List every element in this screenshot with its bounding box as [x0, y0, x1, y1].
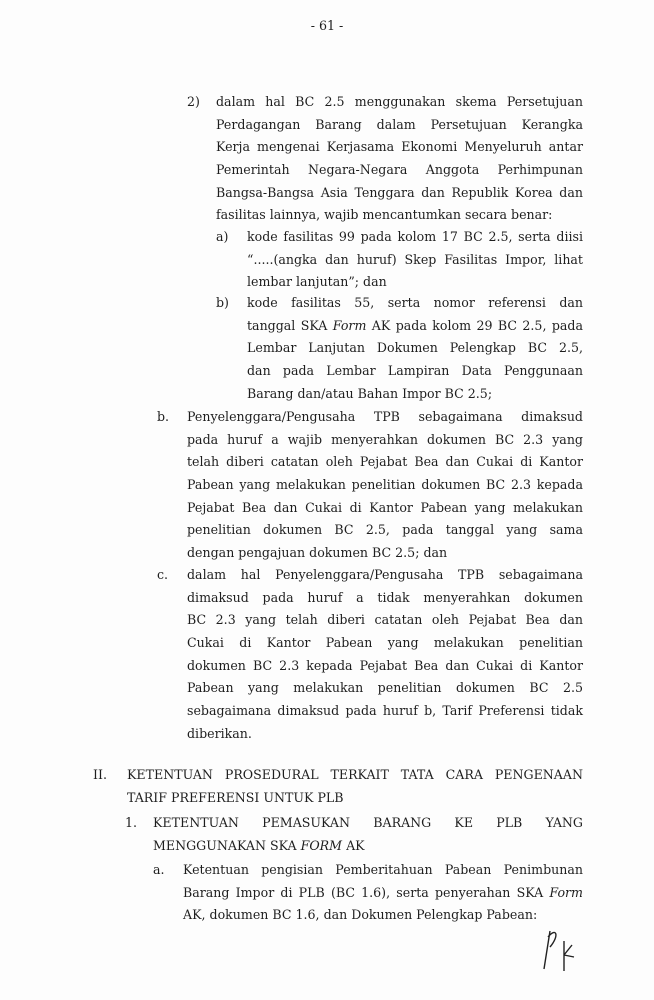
text-line: Barang Impor di PLB (BC 1.6), serta penyerahan SKA Form — [183, 884, 583, 900]
text-line: kode fasilitas 99 pada kolom 17 BC 2.5, serta diisi — [247, 229, 583, 244]
text-line: sebagaimana dimaksud pada huruf b, Tarif Preferensi tidak — [187, 703, 583, 719]
text-line: AK, dokumen BC 1.6, dan Dokumen Pelengkap Pabean: — [183, 907, 538, 923]
text-line: TARIF PREFERENSI UNTUK PLB — [127, 789, 344, 805]
text-line: Barang dan/atau Bahan Impor BC 2.5; — [247, 385, 493, 401]
text-line: Lembar Lanjutan Dokumen Pelengkap BC 2.5, — [247, 340, 583, 356]
text-line: KETENTUAN PEMASUKAN BARANG KE PLB YANG — [153, 815, 583, 830]
text-line: Pejabat Bea dan Cukai di Kantor Pabean yang melakukan — [187, 499, 583, 515]
list-label: 1. — [125, 815, 138, 830]
text-line: fasilitas lainnya, wajib mencantumkan secara benar: — [216, 207, 553, 223]
text-line: Pabean yang melakukan penelitian dokumen BC 2.5 — [187, 680, 583, 696]
text-line: dalam hal Penyelenggara/Pengusaha TPB sebagaimana — [187, 567, 583, 582]
text-line: penelitian dokumen BC 2.5, pada tanggal yang sama — [187, 522, 583, 538]
text-line: “.....(angka dan huruf) Skep Fasilitas Impor, lihat — [247, 251, 583, 267]
text-line: dokumen BC 2.3 kepada Pejabat Bea dan Cukai di Kantor — [187, 657, 583, 673]
page-number: - 61 - — [310, 18, 344, 33]
text-line: Perdagangan Barang dalam Persetujuan Kerangka — [216, 116, 583, 132]
text-line: dan pada Lembar Lampiran Data Penggunaan — [247, 363, 583, 379]
text-line: BC 2.3 yang telah diberi catatan oleh Pejabat Bea dan — [187, 612, 583, 628]
text-line: MENGGUNAKAN SKA FORM AK — [153, 837, 365, 853]
text-line: Pemerintah Negara-Negara Anggota Perhimpunan — [216, 162, 583, 178]
list-label: II. — [93, 767, 107, 782]
list-label: b) — [216, 295, 229, 310]
text-line: Cukai di Kantor Pabean yang melakukan penelitian — [187, 635, 583, 651]
list-label: a) — [216, 229, 229, 244]
text-line: Penyelenggara/Pengusaha TPB sebagaimana dimaksud — [187, 409, 583, 424]
list-label: a. — [153, 862, 165, 877]
text-line: Ketentuan pengisian Pemberitahuan Pabean Penimbunan — [183, 862, 583, 877]
text-line: pada huruf a wajib menyerahkan dokumen BC 2.3 yang — [187, 431, 583, 447]
text-line: tanggal SKA Form AK pada kolom 29 BC 2.5, pada — [247, 317, 583, 333]
text-line: kode fasilitas 55, serta nomor referensi dan — [247, 295, 583, 310]
text-line: Bangsa-Bangsa Asia Tenggara dan Republik Korea dan — [216, 184, 583, 200]
list-label: 2) — [187, 94, 200, 109]
text-line: Pabean yang melakukan penelitian dokumen BC 2.3 kepada — [187, 477, 583, 493]
text-line: lembar lanjutan”; dan — [247, 274, 387, 290]
text-line: telah diberi catatan oleh Pejabat Bea dan Cukai di Kantor — [187, 454, 583, 470]
list-label: b. — [157, 409, 170, 424]
text-line: dengan pengajuan dokumen BC 2.5; dan — [187, 545, 448, 561]
text-line: diberikan. — [187, 725, 252, 741]
text-line: dimaksud pada huruf a tidak menyerahkan dokumen — [187, 589, 583, 605]
text-line: Kerja mengenai Kerjasama Ekonomi Menyeluruh antar — [216, 139, 583, 155]
handwritten-initials — [536, 925, 580, 976]
list-label: c. — [157, 567, 169, 582]
text-line: dalam hal BC 2.5 menggunakan skema Persetujuan — [216, 94, 583, 109]
text-line: KETENTUAN PROSEDURAL TERKAIT TATA CARA PENGENAAN — [127, 767, 583, 782]
